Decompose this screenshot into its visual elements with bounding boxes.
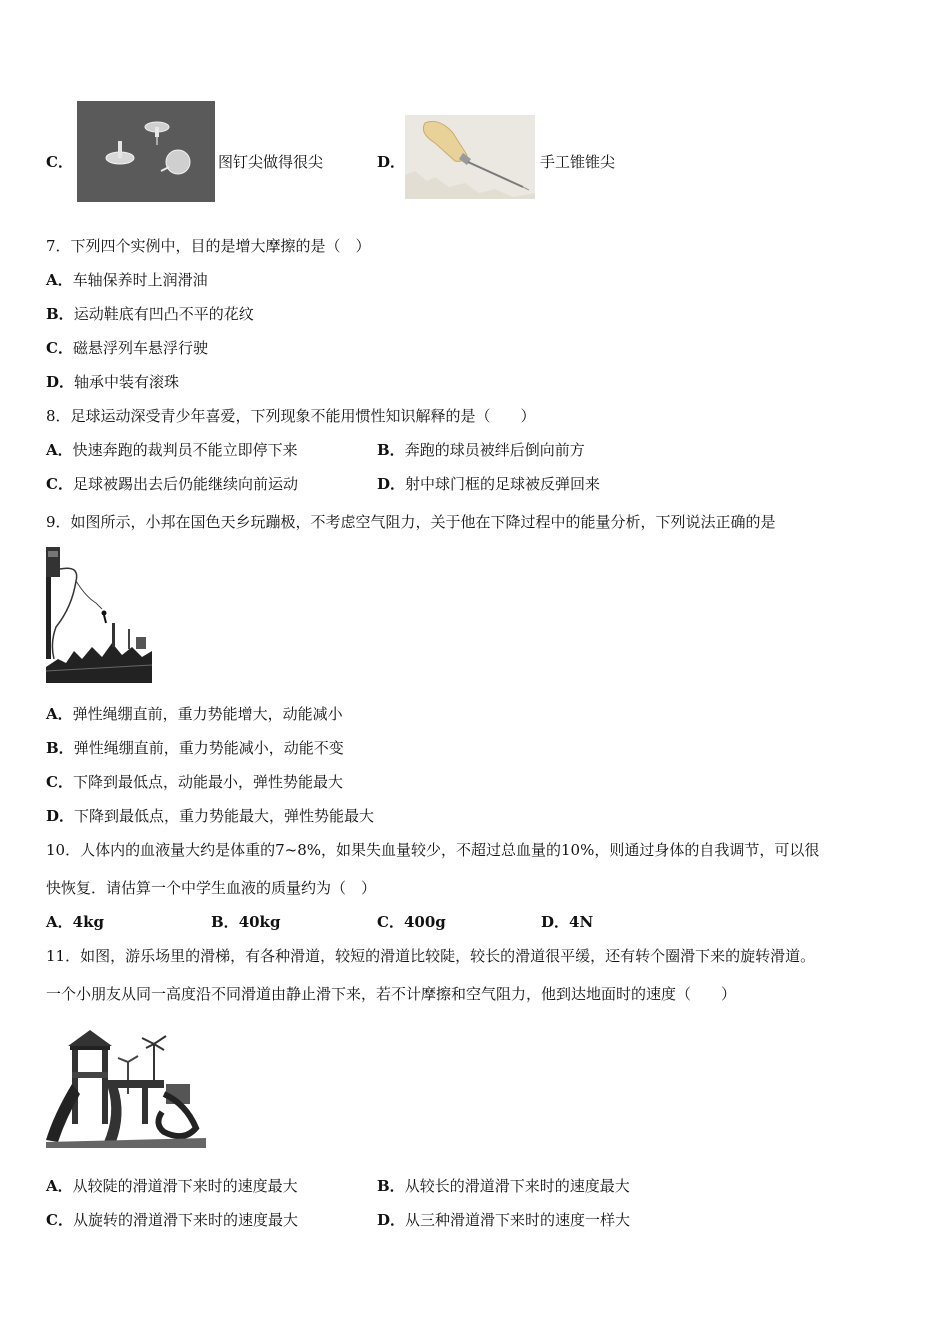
awl-image <box>405 115 535 199</box>
option-text: 弹性绳绷直前，重力势能减小，动能不变 <box>73 739 344 757</box>
option-label: B． <box>377 441 405 459</box>
option-text: 400g <box>403 913 446 931</box>
q9-option-c <box>46 772 343 792</box>
option-text: 磁悬浮列车悬浮行驶 <box>72 339 208 357</box>
option-text: 奔跑的球员被绊后倒向前方 <box>404 441 585 459</box>
option-text: 下降到最低点，重力势能最大，弹性势能最大 <box>74 807 375 825</box>
q9-option-b <box>46 738 344 758</box>
option-label: D． <box>377 1211 406 1229</box>
option-text: 从三种滑道滑下来时的速度一样大 <box>405 1211 631 1229</box>
q7-option-c <box>46 338 208 358</box>
q8-stem: 8．足球运动深受青少年喜爱，下列现象不能用惯性知识解释的是（ ） <box>46 407 536 425</box>
option-label: C． <box>377 913 404 931</box>
option-label: C． <box>46 1211 73 1229</box>
q9-stem: 9．如图所示，小邦在国色天乡玩蹦极，不考虑空气阻力，关于他在下降过程中的能量分析，下列说法正确的是 <box>46 513 776 531</box>
option-label: A． <box>46 1177 73 1195</box>
q6-option-d-label: D． <box>377 153 406 171</box>
q10-stem-line2: 快恢复．请估算一个中学生血液的质量约为（ ） <box>46 879 377 897</box>
q8-option-a <box>46 440 298 460</box>
option-text: 下降到最低点，动能最小，弹性势能最大 <box>72 773 343 791</box>
option-text: 4kg <box>72 913 104 931</box>
thumbtack-image <box>77 101 215 202</box>
awl-icon <box>405 115 535 199</box>
option-label: B． <box>46 739 74 757</box>
option-label: C． <box>46 475 73 493</box>
option-label: A． <box>46 271 73 289</box>
option-text: 从较陡的滑道滑下来时的速度最大 <box>72 1177 298 1195</box>
q6-option-d-text: 手工锥锥尖 <box>540 153 616 171</box>
option-label: A． <box>46 705 73 723</box>
slide-playground-image <box>46 1024 206 1148</box>
q7-option-b <box>46 304 254 324</box>
option-text: 40kg <box>238 913 281 931</box>
bungee-jump-icon <box>46 547 152 683</box>
option-label: B． <box>46 305 74 323</box>
option-label: D． <box>46 807 75 825</box>
q8-option-d <box>377 474 600 494</box>
q11-option-c <box>46 1210 298 1230</box>
option-label: C． <box>46 339 73 357</box>
q7-option-d <box>46 372 179 392</box>
q11-option-a <box>46 1176 298 1196</box>
option-text: 轴承中装有滚珠 <box>74 373 180 391</box>
bungee-image <box>46 547 152 683</box>
q11-option-b <box>377 1176 630 1196</box>
q11-option-d <box>377 1210 630 1230</box>
q6-option-c-label: C． <box>46 153 73 171</box>
q8-option-c <box>46 474 298 494</box>
q9-option-d <box>46 806 374 826</box>
option-label: D． <box>377 475 406 493</box>
option-label: B． <box>377 1177 405 1195</box>
option-text: 运动鞋底有凹凸不平的花纹 <box>73 305 254 323</box>
q10-option-a <box>46 912 104 932</box>
option-text: 足球被踢出去后仍能继续向前运动 <box>72 475 298 493</box>
option-label: D． <box>541 913 570 931</box>
option-text: 弹性绳绷直前，重力势能增大，动能减小 <box>72 705 343 723</box>
option-text: 射中球门框的足球被反弹回来 <box>405 475 601 493</box>
option-text: 从旋转的滑道滑下来时的速度最大 <box>72 1211 298 1229</box>
option-label: C． <box>46 773 73 791</box>
option-text: 快速奔跑的裁判员不能立即停下来 <box>72 441 298 459</box>
option-label: A． <box>46 913 73 931</box>
option-label: D． <box>46 373 75 391</box>
thumbtack-icon <box>77 101 215 202</box>
option-label: A． <box>46 441 73 459</box>
q10-stem-line1: 10．人体内的血液量大约是体重的7~8%，如果失血量较少，不超过总血量的10%，则通过身体的自我调节，可以很 <box>46 841 820 859</box>
q11-stem-line2: 一个小朋友从同一高度沿不同滑道由静止滑下来，若不计摩擦和空气阻力，他到达地面时的速度（ ） <box>46 985 737 1003</box>
playground-slide-icon <box>46 1024 206 1148</box>
option-text: 从较长的滑道滑下来时的速度最大 <box>404 1177 630 1195</box>
q7-option-a <box>46 270 208 290</box>
q6-option-c-text: 图钉尖做得很尖 <box>218 153 324 171</box>
q10-option-b <box>211 912 280 932</box>
q7-stem: 7．下列四个实例中，目的是增大摩擦的是（ ） <box>46 237 371 255</box>
q9-option-a <box>46 704 343 724</box>
q10-option-c <box>377 912 446 932</box>
q10-option-d <box>541 912 593 932</box>
option-label: B． <box>211 913 239 931</box>
option-text: 车轴保养时上润滑油 <box>72 271 208 289</box>
option-text: 4N <box>569 913 594 931</box>
q11-stem-line1: 11．如图，游乐场里的滑梯，有各种滑道，较短的滑道比较陡，较长的滑道很平缓，还有转个圈滑下来的旋转滑道。 <box>46 947 816 965</box>
q8-option-b <box>377 440 585 460</box>
